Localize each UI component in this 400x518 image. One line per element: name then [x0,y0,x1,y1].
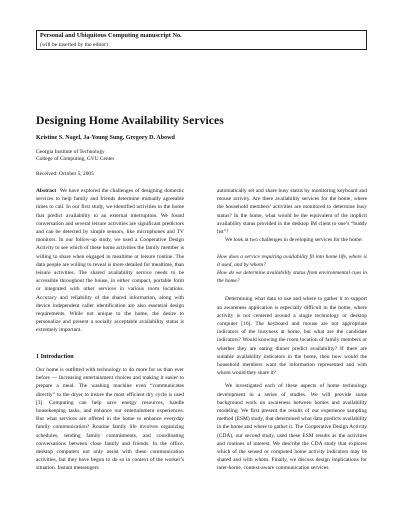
abstract-label: Abstract [36,188,57,194]
author-list: Kristine S. Nagel, Ja-Young Sung, Gregory D. Abowd [36,135,175,141]
body-paragraph: We look at two challenges in developing services for the home: [225,237,363,244]
introduction-paragraph: Our home is outfitted with technology to do more for us than ever before — Increasing entertainment choices and making it easier to prepare a meal. The washing machine even “communicates directly” to the dryer to insure the most efficient dry cycle is used [3]. Computing can help save energy resources, handle housekeeping tasks, and enhance our entertainment experiences. But what services are offered in the home to enhance everyday family communication? Routine family life involves organizing schedules, tending family commitments, and coordinating conversations between close family and friends. In the office, desktop computers not only assist with these communication activities, but they have begun to do so in context of the worker’s situation. Instant messengers [36,367,184,472]
abstract-text: We have explored the challenges of designing domestic services to help family and friends determine mutually agreeable times to call. In our first study, we identified activities in the home that predict availability to an external interruption. We found conversation and several leisure activities are significant predictors and can be detected by simple sensors, like microphones and TV monitors. In our follow-up study, we used a Cooperative Design Activity to see which of these home activities the family member is willing to share when engaged in mealtime or leisure routine. The data people are willing to reveal is more detailed for mealtime, than leisure activities. The shared availability service needs to be accessible throughout the house, in either compact, portable form or integrated with other services in various room locations. Accuracy and reliability of the shared information, along with device independent caller identification are also essential design requirements. While not unique to the home, the desire to personalize and present a socially acceptable availability status is extremely important. [36,188,185,334]
body-paragraph: We investigated each of these aspects of home technology development in a series of studies. We will provide some background work on awareness between homes and availability modeling. We first present the results of our experience sampling method (ESM) study, that determined what data predicts availability in the home and where to gather it. The Cooperative Design Activity (CDA), our second study, used these ESM results as the activities and routines of interest. We describe the CDA study that explores which of the sensed or computed home activity indicators may be shared and with whom. Finally, we discuss design implications for inter-home, context-aware communication services. [217,383,367,472]
paper-title: Designing Home Availability Services [36,114,224,127]
right-column [217,187,367,473]
research-question: How does a service requiring availability fit into home life, where is it used, and by whom? [217,254,367,269]
body-paragraph: automatically set and share busy status by monitoring keyboard and mouse activity. Are there availability services for the home, where the household members’ activities are monitored to determine busy status? In the home, what would be the equivalent of the implicit availability status provided in the desktop IM client to one’s “buddy list”? [217,188,367,236]
manuscript-line: Personal and Ubiquitous Computing manuscript No. [40,32,182,39]
introduction-body [36,366,184,473]
received-date: Received: October 5, 2005 [36,171,94,177]
body-paragraph: Determining what data to use and where to gather it to support an awareness application is especially difficult in the home, where activity is not centered around a single technology or desktop computer [16]. The keyboard and mouse are not appropriate indicators of the busyness at home, but what are the candidate indicators? Would knowing the room location of family members or whether they are eating dinner predict availability? If there are suitable availability indicators in the home, then how would the household members want the information represented and with whom would they share it? [217,296,367,377]
research-question: How do we determine availability status from environmental cues in the home? [217,270,367,285]
affiliation-line: Georgia Institute of Technology [36,149,105,155]
section-heading-introduction: 1 Introduction [36,354,74,360]
affiliation [36,149,114,163]
manuscript-header-box [36,30,367,50]
affiliation-line: College of Computing, GVU Center [36,156,115,162]
editor-note: (will be inserted by the editor) [40,41,108,48]
abstract [36,187,184,335]
abstract-paragraph [36,187,184,335]
